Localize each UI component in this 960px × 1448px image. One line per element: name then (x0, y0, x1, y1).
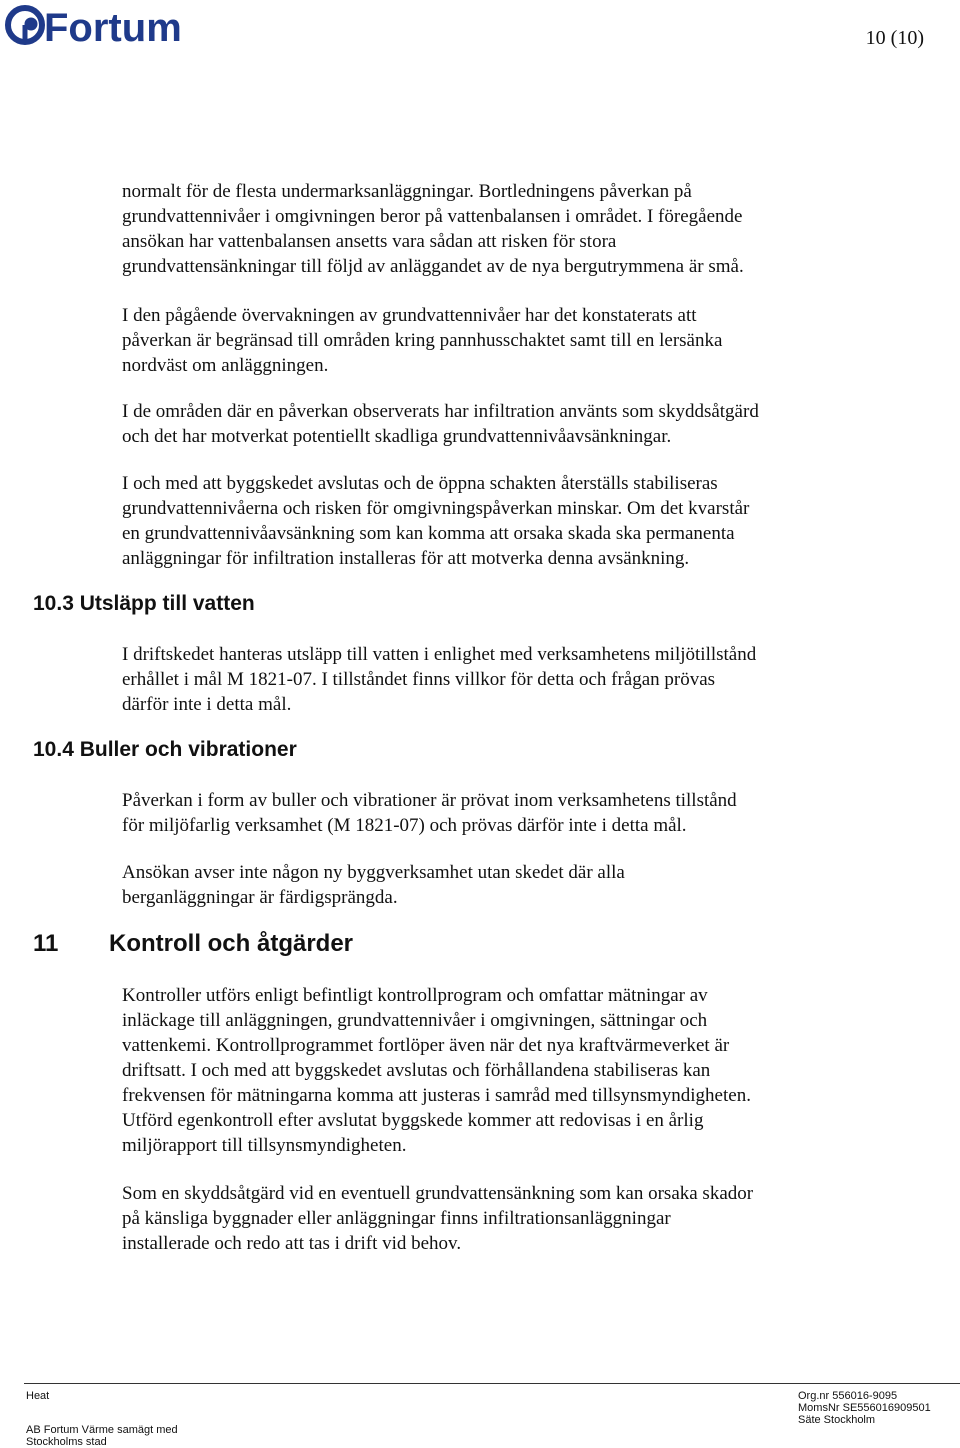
paragraph-no-construction: Ansökan avser inte någon ny byggverksamhet utan skedet där alla berganläggningar är färdigsprängda. (122, 862, 625, 908)
page-number: 10 (10) (865, 27, 924, 49)
footer-company-unit: Heat (26, 1390, 50, 1402)
footer-company-name: AB Fortum Värme samägt med Stockholms stad (26, 1424, 178, 1448)
heading-11 (33, 930, 353, 958)
paragraph-construction-end: I och med att byggskedet avslutas och de öppna schakten återställs stabiliseras grundvattennivåerna och risken för omgivningspåverkan minskar. Om det kvarstår en grundvattennivåavsänkning som kan komma att orsaka skada ska permanenta anläggningar för infiltration installeras för att motverka denna avsänkning. (122, 473, 750, 569)
paragraph-control-program: Kontroller utförs enligt befintligt kontrollprogram och omfattar mätningar av inläckage till anläggningen, grundvattennivåer i omgivningen, sättningar och vattenkemi. Kontrollprogrammet fortlöper även när det nya kraftvärmeverket är driftsatt. I och med att byggskedet avslutas och förhållandena stabiliseras kan frekvensen för mätningarna komma att justeras i samråd med tillsynsmyndigheten. Utförd egenkontroll efter avslutat byggskede kommer att redovisas i en årlig miljörapport till tillsynsmyndigheten. (122, 985, 751, 1156)
heading-11-number: 11 (33, 930, 59, 957)
heading-10-4: 10.4 Buller och vibrationer (33, 738, 297, 761)
paragraph-water-discharge: I driftskedet hanteras utsläpp till vatten i enlighet med verksamhetens miljötillstånd erhållet i mål M 1821-07. I tillståndet finns villkor för detta och frågan prövas därför inte i detta mål. (122, 644, 757, 715)
paragraph-noise-vibration: Påverkan i form av buller och vibrationer är prövat inom verksamhetens tillstånd för miljöfarlig verksamhet (M 1821-07) och prövas därför inte i detta mål. (122, 790, 737, 836)
paragraph-protective-measure: Som en skyddsåtgärd vid en eventuell grundvattensänkning som kan orsaka skador på känsliga byggnader eller anläggningar finns infiltrationsanläggningar installerade och redo att tas i drift vid behov. (122, 1183, 754, 1254)
fortum-logo (4, 2, 194, 48)
paragraph-infiltration: I de områden där en påverkan observerats har infiltration använts som skyddsåtgärd och det har motverkat potentiellt skadliga grundvattennivåavsänkningar. (122, 401, 759, 447)
paragraph-monitoring: I den pågående övervakningen av grundvattennivåer har det konstaterats att påverkan är begränsad till områden kring pannhusschaktet samt till en lersänka nordväst om anläggningen. (122, 305, 723, 376)
paragraph-groundwater-balance: normalt för de flesta undermarksanläggningar. Bortledningens påverkan på grundvattennivåer i omgivningen beror på vattenbalansen i området. I föregående ansökan har vattenbalansen ansetts vara sådan att risken för stora grundvattensänkningar till följd av anläggandet av de nya bergutrymmena är små. (122, 181, 744, 277)
logo-wordmark: Fortum (44, 6, 182, 48)
footer-org-details: Org.nr 556016-9095 MomsNr SE556016909501 Säte Stockholm (798, 1390, 931, 1426)
fortum-logo-icon (4, 2, 194, 48)
heading-10-3: 10.3 Utsläpp till vatten (33, 592, 255, 615)
footer-divider (24, 1383, 960, 1384)
heading-11-title: Kontroll och åtgärder (109, 930, 354, 957)
